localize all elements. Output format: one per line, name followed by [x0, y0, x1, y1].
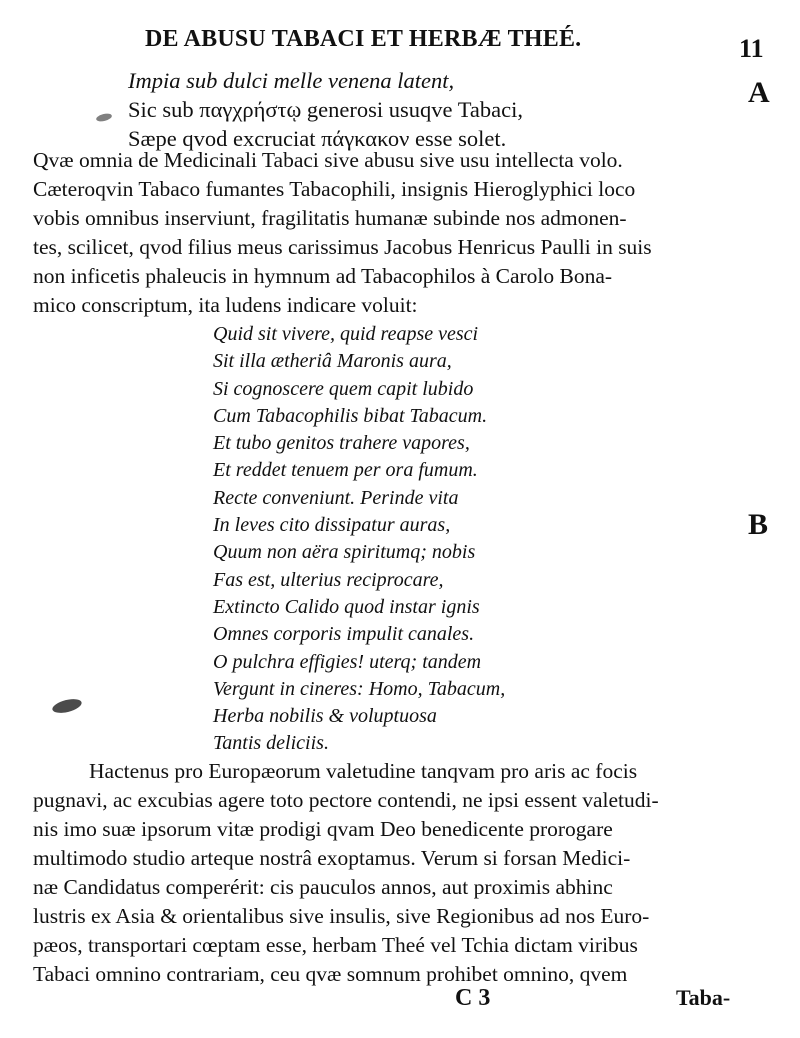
- poem-line: O pulchra effigies! uterq; tandem: [213, 650, 482, 673]
- poem-line: Sit illa ætheriâ Maronis aura,: [213, 350, 452, 373]
- text-line: Cæteroqvin Tabaco fumantes Tabacophili, insignis Hieroglyphici loco: [33, 177, 636, 201]
- signature-mark: C 3: [455, 985, 491, 1011]
- text-line: mico conscriptum, ita ludens indicare voluit:: [33, 293, 418, 317]
- paragraph-2: [33, 757, 736, 989]
- text-line: tes, scilicet, qvod filius meus carissimus Jacobus Henricus Paulli in suis: [33, 235, 652, 259]
- poem-line: Et tubo genitos trahere vapores,: [213, 432, 470, 455]
- poem-line: Herba nobilis & voluptuosa: [213, 705, 437, 728]
- poem-line: Et reddet tenuem per ora fumum.: [213, 459, 478, 482]
- text-line: multimodo studio arteque nostrâ exoptamus. Verum si forsan Medici-: [33, 846, 631, 870]
- text-line: Tabaci omnino contrariam, ceu qvæ somnum prohibet omnino, qvem: [33, 962, 628, 986]
- catchword: Taba-: [676, 985, 731, 1010]
- ink-stain: [51, 697, 83, 716]
- poem-line: Quum non aëra spiritumq; nobis: [213, 541, 476, 564]
- poem-line: Quid sit vivere, quid reapse vesci: [213, 323, 479, 345]
- text-line: non inficetis phaleucis in hymnum ad Tabacophilos à Carolo Bona-: [33, 264, 613, 288]
- poem-line: Omnes corporis impulit canales.: [213, 623, 475, 646]
- text-line: næ Candidatus comperérit: cis pauculos annos, aut proximis abhinc: [33, 875, 613, 899]
- poem-line: Tantis deliciis.: [213, 732, 329, 755]
- text-line: vobis omnibus inserviunt, fragilitatis humanæ subinde nos admonen-: [33, 206, 627, 230]
- marginal-letter-a: A: [748, 76, 770, 109]
- opening-verses: [128, 66, 688, 153]
- marginal-letter-b: B: [748, 508, 769, 541]
- text-line: pæos, transportari cœptam esse, herbam Theé vel Tchia dictam viribus: [33, 933, 638, 957]
- ink-stain: [95, 112, 112, 123]
- verse-line: Sic sub παγχρήστῳ generosi usuqve Tabaci,: [128, 97, 524, 122]
- poem-line: Si cognoscere quem capit lubido: [213, 377, 474, 400]
- text-line: Qvæ omnia de Medicinali Tabaci sive abusu sive usu intellecta volo.: [33, 148, 623, 172]
- verse-line: Sæpe qvod excruciat πάγκακον esse solet.: [128, 126, 507, 151]
- poem-line: Extincto Calido quod instar ignis: [213, 595, 480, 618]
- poem-line: Cum Tabacophilis bibat Tabacum.: [213, 404, 488, 427]
- paragraph-1: [33, 146, 736, 320]
- poem-line: Recte conveniunt. Perinde vita: [213, 486, 459, 509]
- verse-line: Impia sub dulci melle venena latent,: [128, 68, 455, 93]
- running-title: DE ABUSU TABACI ET HERBÆ THEÉ.: [145, 26, 582, 52]
- text-line: pugnavi, ac excubias agere toto pectore contendi, ne ipsi essent valetudi-: [33, 788, 659, 812]
- poem-line: In leves cito dissipatur auras,: [213, 514, 451, 537]
- poem-to-tabacophiles: [213, 321, 633, 758]
- poem-line: Vergunt in cineres: Homo, Tabacum,: [213, 677, 506, 700]
- page-number: 11: [739, 34, 764, 63]
- text-line: lustris ex Asia & orientalibus sive insulis, sive Regionibus ad nos Euro-: [33, 904, 650, 928]
- text-line: nis imo suæ ipsorum vitæ prodigi qvam Deo benedicente prorogare: [33, 817, 613, 841]
- poem-line: Fas est, ulterius reciprocare,: [213, 568, 444, 591]
- text-line: Hactenus pro Europæorum valetudine tanqvam pro aris ac focis: [89, 759, 638, 783]
